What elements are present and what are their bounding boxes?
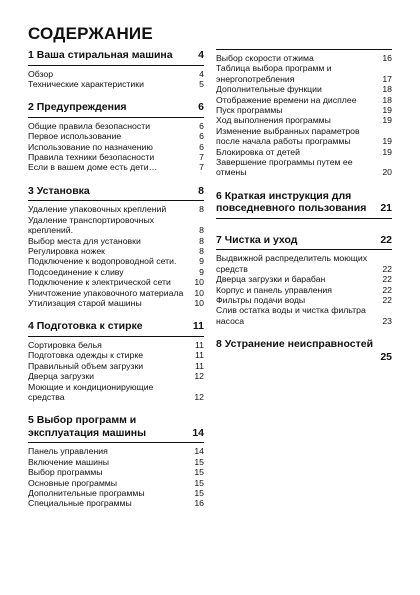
toc-section-page: 14 (192, 426, 204, 439)
toc-entry-title: Правила техники безопасности (28, 152, 155, 163)
toc-entry (28, 69, 204, 79)
toc-section-heading (28, 185, 204, 202)
toc-entry-title: Моющие и кондиционирующие средства (28, 381, 154, 402)
toc-entry-title: Утилизация старой машины (28, 298, 142, 308)
toc-entry (216, 84, 392, 94)
toc-entry (28, 446, 204, 456)
toc-entry-title: Выбор скорости отжима (216, 53, 314, 63)
toc-entry (216, 285, 392, 295)
toc-entry-page: 14 (194, 446, 204, 457)
toc-entry-title: Подсоединение к сливу (28, 266, 124, 277)
toc-entry-title: Основные программы (28, 477, 118, 488)
toc-entry-title: Специальные программы (28, 498, 132, 509)
toc-section-page: 6 (198, 101, 204, 114)
toc-entry-title: Отображение времени на дисплее (216, 94, 357, 105)
toc-entry (28, 246, 204, 256)
toc-entry-title: Удаление транспортировочных креплений. (28, 214, 155, 236)
toc-entry (28, 236, 204, 246)
toc-entry (28, 478, 204, 488)
toc-entry-page: 16 (194, 498, 204, 509)
toc-entry-title: Включение машины (28, 456, 110, 467)
toc-entry (28, 215, 204, 236)
toc-entry-page: 9 (199, 256, 204, 267)
toc-entry-title: Подключение к водопроводной сети. (28, 256, 177, 267)
toc-section-title: 5 Выбор программ и эксплуатация машины (28, 414, 147, 439)
toc-section (216, 190, 392, 219)
section-spacer (28, 402, 204, 414)
toc-entry (28, 162, 204, 172)
toc-entry (216, 147, 392, 157)
toc-entry-title: Удаление упаковочных креплений (28, 204, 167, 215)
toc-entry-page: 10 (194, 287, 204, 298)
toc-entry-page: 11 (194, 360, 204, 371)
toc-entry (216, 63, 392, 84)
toc-entry (216, 53, 392, 63)
toc-section-title: 1 Ваша стиральная машина (28, 49, 173, 61)
toc-entry-page: 18 (382, 84, 392, 95)
toc-section-page: 4 (198, 49, 204, 61)
toc-right-column (216, 49, 392, 363)
toc-entry (28, 488, 204, 498)
toc-entry-title: Изменение выбранных параметров после начала работы программы (216, 125, 360, 147)
toc-entry-title: Обзор (28, 68, 54, 79)
section-spacer (28, 89, 204, 101)
toc-entry-title: Правильный объем загрузки (28, 360, 144, 371)
toc-entry-title: Дополнительные функции (216, 84, 322, 95)
section-spacer (216, 326, 392, 338)
toc-entry-page: 22 (382, 263, 392, 274)
toc-entry-page: 6 (199, 120, 204, 131)
toc-entry-page: 23 (382, 315, 392, 326)
toc-section (28, 101, 204, 173)
toc-entry-page: 8 (199, 245, 204, 256)
toc-section (28, 49, 204, 89)
toc-entry (216, 157, 392, 178)
toc-entry-title: Пуск программы (216, 105, 283, 116)
toc-entry (28, 79, 204, 89)
toc-entry (28, 288, 204, 298)
toc-entry (28, 121, 204, 131)
toc-entry-title: Если в вашем доме есть дети… (28, 162, 158, 173)
toc-entry-title: Дополнительные программы (28, 487, 145, 498)
toc-section (28, 414, 204, 508)
toc-entry-title: Ход выполнения программы (216, 115, 331, 126)
toc-entry-page: 5 (199, 78, 204, 89)
toc-entry-title: Панель управления (28, 446, 108, 457)
toc-entry-page: 22 (382, 284, 392, 295)
toc-entry (216, 295, 392, 305)
toc-section-page: 21 (380, 202, 392, 215)
toc-entry-page: 12 (194, 391, 204, 402)
toc-section (216, 234, 392, 326)
toc-section (28, 320, 204, 402)
toc-entry-title: Слив остатка воды и чистка фильтра насоса (216, 305, 366, 326)
toc-entry-page: 16 (382, 53, 392, 63)
toc-entry-page: 8 (199, 235, 204, 246)
toc-entry-page: 6 (199, 141, 204, 152)
toc-entry (28, 152, 204, 162)
toc-entry (28, 131, 204, 141)
toc-entry (28, 142, 204, 152)
toc-entry-page: 8 (199, 204, 204, 215)
toc-entry-title: Регулировка ножек (28, 245, 105, 256)
toc-entry-title: Использование по назначению (28, 141, 153, 152)
toc-entry (216, 305, 392, 326)
toc-section-heading (28, 414, 204, 443)
toc-entry-title: Уничтожение упаковочного материала (28, 287, 184, 298)
toc-section-heading (216, 190, 392, 219)
toc-entry (216, 274, 392, 284)
toc-entry (216, 95, 392, 105)
toc-entry (216, 105, 392, 115)
toc-section (28, 185, 204, 309)
toc-entry-page: 11 (194, 339, 204, 350)
toc-entry-page: 4 (199, 68, 204, 79)
toc-entry-page: 18 (382, 94, 392, 105)
toc-entry-page: 9 (199, 266, 204, 277)
toc-entry-page: 19 (382, 136, 392, 147)
toc-entry-page: 17 (382, 73, 392, 84)
toc-entry (28, 457, 204, 467)
toc-entry (216, 115, 392, 125)
toc-entry (216, 253, 392, 274)
toc-section-title: 3 Установка (28, 184, 90, 197)
toc-entry-title: Технические характеристики (28, 78, 144, 89)
section-spacer (216, 178, 392, 190)
toc-section-title: 2 Предупреждения (28, 101, 127, 114)
toc-section-page: 22 (380, 233, 392, 246)
toc-entry-page: 12 (194, 371, 204, 382)
section-spacer (216, 222, 392, 234)
toc-left-column (28, 49, 204, 509)
toc-section-title: 6 Краткая инструкция для повседневного пользования (216, 189, 367, 215)
toc-entry-page: 15 (194, 477, 204, 488)
toc-entry (28, 382, 204, 403)
toc-section-page: 25 (380, 350, 392, 363)
toc-entry-page: 19 (382, 105, 392, 116)
toc-section-heading (28, 320, 204, 337)
toc-section-page: 11 (192, 320, 204, 333)
toc-entry-title: Блокировка от детей (216, 146, 300, 157)
toc-section-title: 8 Устранение неисправностей (216, 338, 374, 351)
toc-entry-title: Дверца загрузки и барабан (216, 274, 326, 285)
toc-entry (216, 126, 392, 147)
toc-entry-page: 15 (194, 456, 204, 467)
toc-entry-page: 22 (382, 295, 392, 305)
toc-entry (28, 267, 204, 277)
toc-entry-title: Общие правила безопасности (28, 120, 151, 131)
section-spacer (28, 173, 204, 185)
toc-continued-list (216, 49, 392, 178)
toc-entry (28, 467, 204, 477)
toc-entry (28, 277, 204, 287)
toc-entry-title: Дверца загрузки (28, 371, 94, 382)
toc-entry (28, 256, 204, 266)
toc-entry-page: 15 (194, 467, 204, 478)
toc-section-title: 7 Чистка и уход (216, 233, 298, 246)
toc-section-heading (28, 101, 204, 118)
toc-entry-page: 22 (382, 274, 392, 285)
toc-section-heading (216, 338, 392, 363)
toc-section-heading (216, 234, 392, 251)
toc-entry-title: Сортировка белья (28, 339, 102, 350)
toc-entry (28, 371, 204, 381)
toc-entry-title: Первое использование (28, 131, 122, 142)
toc-entry (28, 361, 204, 371)
toc-entry-page: 19 (382, 146, 392, 157)
toc-entry-title: Фильтры подачи воды (216, 295, 306, 305)
toc-entry-title: Таблица выбора программ и энергопотребления (216, 63, 332, 84)
toc-entry-page: 19 (382, 115, 392, 126)
toc-entry-title: Выбор места для установки (28, 235, 141, 246)
toc-entry-page: 7 (199, 162, 204, 173)
toc-entry (28, 498, 204, 508)
toc-entry-page: 10 (194, 298, 204, 308)
toc-entry-title: Корпус и панель управления (216, 284, 332, 295)
toc-section-title: 4 Подготовка к стирке (28, 320, 143, 333)
toc-section-heading (28, 49, 204, 66)
toc-entry-title: Подготовка одежды к стирке (28, 350, 144, 361)
toc-entry-page: 20 (382, 167, 392, 178)
toc-entry-page: 10 (194, 277, 204, 288)
toc-entry-title: Подключение к электрической сети (28, 277, 171, 288)
toc-entry-page: 11 (194, 350, 204, 361)
toc-entry (28, 350, 204, 360)
toc-entry-page: 8 (199, 225, 204, 236)
toc-entry (28, 340, 204, 350)
toc-entry-title: Выдвижной распределитель моющих средств (216, 253, 368, 274)
toc-section-page: 8 (198, 184, 204, 197)
toc-entry-page: 15 (194, 487, 204, 498)
page-title: СОДЕРЖАНИЕ (28, 24, 153, 43)
section-spacer (28, 308, 204, 320)
toc-entry-page: 7 (199, 152, 204, 163)
toc-entry-title: Завершение программы путем ее отмены (216, 157, 353, 178)
toc-entry (28, 298, 204, 308)
toc-entry-title: Выбор программы (28, 467, 103, 478)
toc-entry-page: 6 (199, 131, 204, 142)
toc-entry (28, 204, 204, 214)
